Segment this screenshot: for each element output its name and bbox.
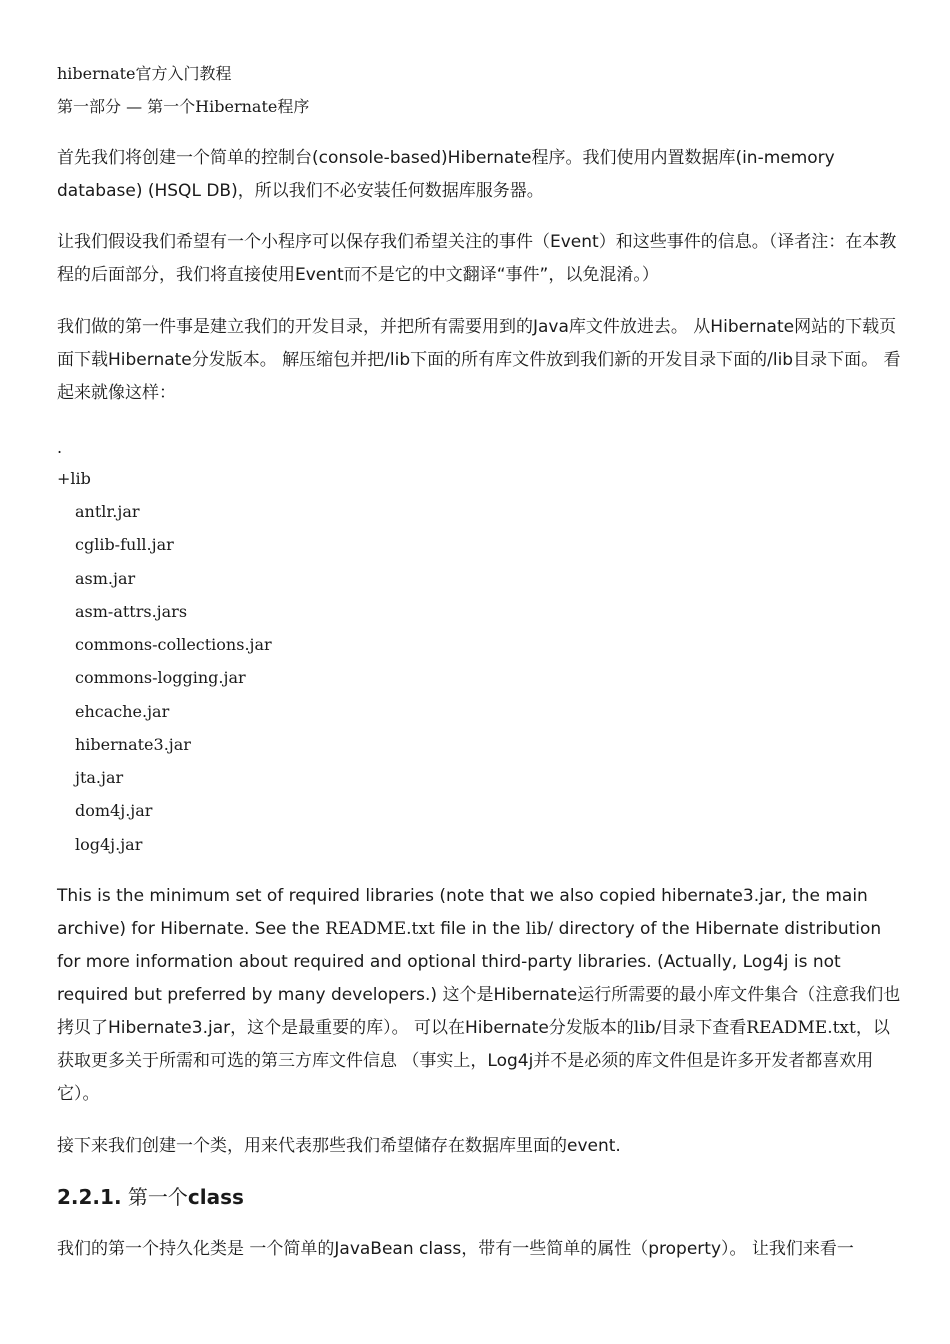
tree-file: commons-collections.jar bbox=[75, 635, 272, 654]
document-title: hibernate官方入门教程 bbox=[57, 64, 232, 83]
inline-code: README.txt bbox=[746, 1018, 856, 1038]
heading-number: 2.2.1. bbox=[57, 1185, 122, 1209]
paragraph-libraries bbox=[57, 880, 902, 1111]
tree-file: antlr.jar bbox=[75, 502, 140, 521]
para-text: This is the minimum set of required libraries (note that we also copied hibernate3.jar, the main archive) for Hibernate. See the bbox=[57, 886, 868, 939]
para-text: ，以获取更多关于所需和可选的第三方库文件信息 （事实上，Log4j并不是必须的库文件但是许多开发者都喜欢用它）。 bbox=[57, 1018, 890, 1104]
para-text: file in the bbox=[434, 919, 526, 939]
para-text: 目录下查看 bbox=[661, 1018, 747, 1038]
tree-file: hibernate3.jar bbox=[75, 735, 191, 754]
tree-file: cglib-full.jar bbox=[75, 535, 174, 554]
tree-file: ehcache.jar bbox=[75, 702, 170, 721]
section-heading bbox=[57, 1182, 244, 1212]
inline-code: README.txt bbox=[325, 919, 435, 939]
tree-file: jta.jar bbox=[75, 768, 124, 787]
tree-file: commons-logging.jar bbox=[75, 668, 246, 687]
tree-file: asm-attrs.jars bbox=[75, 602, 188, 621]
tree-root: . bbox=[57, 438, 63, 457]
tree-file: log4j.jar bbox=[75, 835, 143, 854]
heading-en: class bbox=[187, 1185, 244, 1209]
para-text: directory of the Hibernate distribution for more information about required and optional third-party libraries. (Actually, Log4j is not required but preferred by many developers.) 这个是Hibernate运行所需要的最小库文件集合（注意我们也拷贝了Hibernate3.jar，这个是最重要的库）。 可以在Hibernate分发版本的 bbox=[57, 919, 901, 1038]
paragraph-event: 让我们假设我们希望有一个小程序可以保存我们希望关注的事件（Event）和这些事件的信息。（译者注：在本教程的后面部分，我们将直接使用Event而不是它的中文翻译“事件”，以免混淆。） bbox=[57, 232, 897, 285]
tree-file: dom4j.jar bbox=[75, 801, 153, 820]
tree-file: asm.jar bbox=[75, 569, 136, 588]
paragraph-next: 接下来我们创建一个类，用来代表那些我们希望储存在数据库里面的event. bbox=[57, 1136, 621, 1156]
tree-lib: +lib bbox=[57, 469, 91, 488]
section-title: 第一部分 — 第一个Hibernate程序 bbox=[57, 97, 310, 116]
inline-code: lib/ bbox=[633, 1018, 662, 1038]
paragraph-class: 我们的第一个持久化类是 一个简单的JavaBean class，带有一些简单的属性（property）。 让我们来看一 bbox=[57, 1239, 854, 1259]
paragraph-intro: 首先我们将创建一个简单的控制台(console-based)Hibernate程序。我们使用内置数据库(in-memory database) (HSQL DB)，所以我们不必安装任何数据库服务器。 bbox=[57, 148, 835, 201]
inline-code: lib/ bbox=[525, 919, 554, 939]
heading-cn: 第一个 bbox=[121, 1185, 188, 1209]
paragraph-setup: 我们做的第一件事是建立我们的开发目录，并把所有需要用到的Java库文件放进去。 从Hibernate网站的下载页面下载Hibernate分发版本。 解压缩包并把/lib下面的所有库文件放到我们新的开发目录下面的/lib目录下面。 看起来就像这样： bbox=[57, 317, 901, 403]
